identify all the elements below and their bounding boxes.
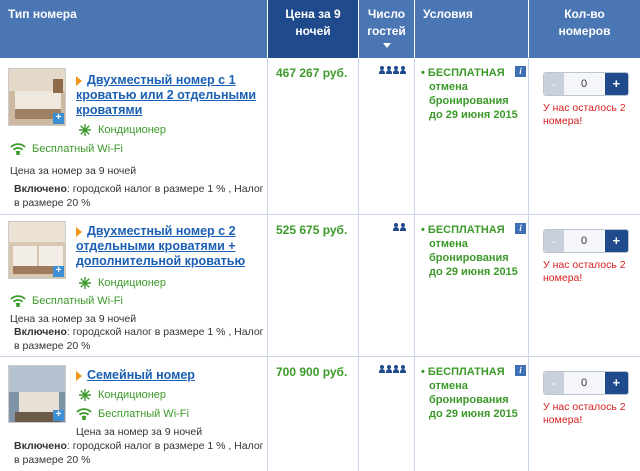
room-title-text: Двухместный номер с 1 кроватью или 2 отдельными кроватями bbox=[76, 73, 257, 117]
person-icon bbox=[386, 365, 392, 373]
room-title-text: Семейный номер bbox=[87, 368, 195, 382]
room-photo[interactable] bbox=[8, 365, 66, 423]
room-price: 700 900 руб. bbox=[276, 365, 348, 379]
included-label: Включено bbox=[14, 183, 67, 195]
arrow-right-icon bbox=[76, 371, 82, 381]
cancel-details: отмена бронирования до 29 июня 2015 bbox=[429, 380, 518, 420]
decrease-button[interactable]: - bbox=[544, 372, 564, 394]
table-row bbox=[0, 58, 640, 215]
snowflake-icon bbox=[78, 388, 92, 402]
decrease-button[interactable]: - bbox=[544, 230, 564, 252]
header-guests-sort[interactable] bbox=[359, 0, 415, 58]
room-title-text: Двухместный номер с 2 отдельными кроватями + дополнительной кроватью bbox=[76, 224, 246, 268]
amenity-aircon bbox=[78, 276, 166, 290]
amenity-label: Кондиционер bbox=[98, 277, 167, 289]
sort-down-icon bbox=[383, 43, 391, 48]
amenity-aircon bbox=[78, 123, 166, 137]
rooms-left-warning: У нас осталось 2 номера! bbox=[543, 401, 626, 426]
person-icon bbox=[379, 365, 385, 373]
room-price: 525 675 руб. bbox=[276, 223, 348, 237]
room-photo[interactable] bbox=[8, 68, 66, 126]
included-text: : городской налог в размере 1 % , Налог в размере 20 % bbox=[14, 326, 264, 352]
included-label: Включено bbox=[14, 326, 67, 338]
included-info bbox=[14, 439, 264, 467]
wifi-icon bbox=[76, 407, 92, 420]
info-icon[interactable]: i bbox=[515, 365, 526, 376]
quantity-value[interactable]: 0 bbox=[564, 73, 605, 95]
table-row bbox=[0, 215, 640, 357]
header-price-sort[interactable]: Цена за 9 ночей bbox=[268, 0, 359, 58]
amenity-label: Бесплатный Wi-Fi bbox=[98, 407, 189, 420]
enlarge-photo-icon[interactable]: + bbox=[53, 113, 64, 124]
increase-button[interactable]: + bbox=[605, 230, 628, 252]
increase-button[interactable]: + bbox=[605, 372, 628, 394]
included-info bbox=[14, 325, 264, 353]
included-label: Включено bbox=[14, 440, 67, 452]
room-title-link[interactable] bbox=[76, 224, 261, 269]
person-icon bbox=[400, 66, 406, 74]
header-quantity: Кол-во номеров bbox=[529, 0, 640, 58]
quantity-stepper bbox=[543, 72, 629, 96]
snowflake-icon bbox=[78, 123, 92, 137]
cancellation-conditions bbox=[421, 66, 525, 122]
person-icon bbox=[393, 66, 399, 74]
amenity-label: Кондиционер bbox=[98, 124, 167, 136]
header-room-type: Тип номера bbox=[0, 0, 268, 58]
included-text: : городской налог в размере 1 % , Налог в размере 20 % bbox=[14, 440, 264, 466]
free-cancel-label: • БЕСПЛАТНАЯ bbox=[421, 224, 505, 236]
guests-icons bbox=[393, 223, 406, 231]
included-info bbox=[14, 182, 264, 210]
wifi-icon bbox=[10, 294, 26, 307]
amenity-label: Бесплатный Wi-Fi bbox=[32, 294, 123, 307]
person-icon bbox=[379, 66, 385, 74]
rooms-left-warning: У нас осталось 2 номера! bbox=[543, 102, 626, 127]
person-icon bbox=[400, 365, 406, 373]
room-photo[interactable] bbox=[8, 221, 66, 279]
cancellation-conditions bbox=[421, 223, 525, 279]
person-icon bbox=[393, 223, 399, 231]
room-title-link[interactable] bbox=[76, 368, 261, 383]
rooms-left-warning: У нас осталось 2 номера! bbox=[543, 259, 626, 284]
amenity-wifi bbox=[76, 407, 189, 420]
info-icon[interactable]: i bbox=[515, 223, 526, 234]
enlarge-photo-icon[interactable]: + bbox=[53, 410, 64, 421]
cancel-details: отмена бронирования до 29 июня 2015 bbox=[429, 238, 518, 278]
price-note: Цена за номер за 9 ночей bbox=[76, 426, 203, 438]
amenity-wifi bbox=[10, 142, 123, 155]
arrow-right-icon bbox=[76, 227, 82, 237]
quantity-value[interactable]: 0 bbox=[564, 230, 605, 252]
table-row bbox=[0, 357, 640, 471]
person-icon bbox=[386, 66, 392, 74]
cancel-details: отмена бронирования до 29 июня 2015 bbox=[429, 81, 518, 121]
free-cancel-label: • БЕСПЛАТНАЯ bbox=[421, 67, 505, 79]
guests-icons bbox=[379, 365, 406, 373]
decrease-button[interactable]: - bbox=[544, 73, 564, 95]
increase-button[interactable]: + bbox=[605, 73, 628, 95]
cancellation-conditions bbox=[421, 365, 525, 421]
snowflake-icon bbox=[78, 276, 92, 290]
person-icon bbox=[393, 365, 399, 373]
amenity-label: Бесплатный Wi-Fi bbox=[32, 142, 123, 155]
guests-icons bbox=[379, 66, 406, 74]
arrow-right-icon bbox=[76, 76, 82, 86]
quantity-value[interactable]: 0 bbox=[564, 372, 605, 394]
enlarge-photo-icon[interactable]: + bbox=[53, 266, 64, 277]
header-conditions: Условия bbox=[415, 0, 529, 58]
amenity-label: Кондиционер bbox=[98, 389, 167, 401]
person-icon bbox=[400, 223, 406, 231]
price-note: Цена за номер за 9 ночей bbox=[10, 313, 137, 325]
header-guests-label: Число гостей bbox=[367, 7, 406, 38]
amenity-wifi bbox=[10, 294, 123, 307]
quantity-stepper bbox=[543, 371, 629, 395]
room-title-link[interactable] bbox=[76, 73, 261, 118]
room-price: 467 267 руб. bbox=[276, 66, 348, 80]
table-header bbox=[0, 0, 640, 58]
amenity-aircon bbox=[78, 388, 166, 402]
free-cancel-label: • БЕСПЛАТНАЯ bbox=[421, 366, 505, 378]
wifi-icon bbox=[10, 142, 26, 155]
info-icon[interactable]: i bbox=[515, 66, 526, 77]
quantity-stepper bbox=[543, 229, 629, 253]
price-note: Цена за номер за 9 ночей bbox=[10, 165, 137, 177]
included-text: : городской налог в размере 1 % , Налог в размере 20 % bbox=[14, 183, 264, 209]
